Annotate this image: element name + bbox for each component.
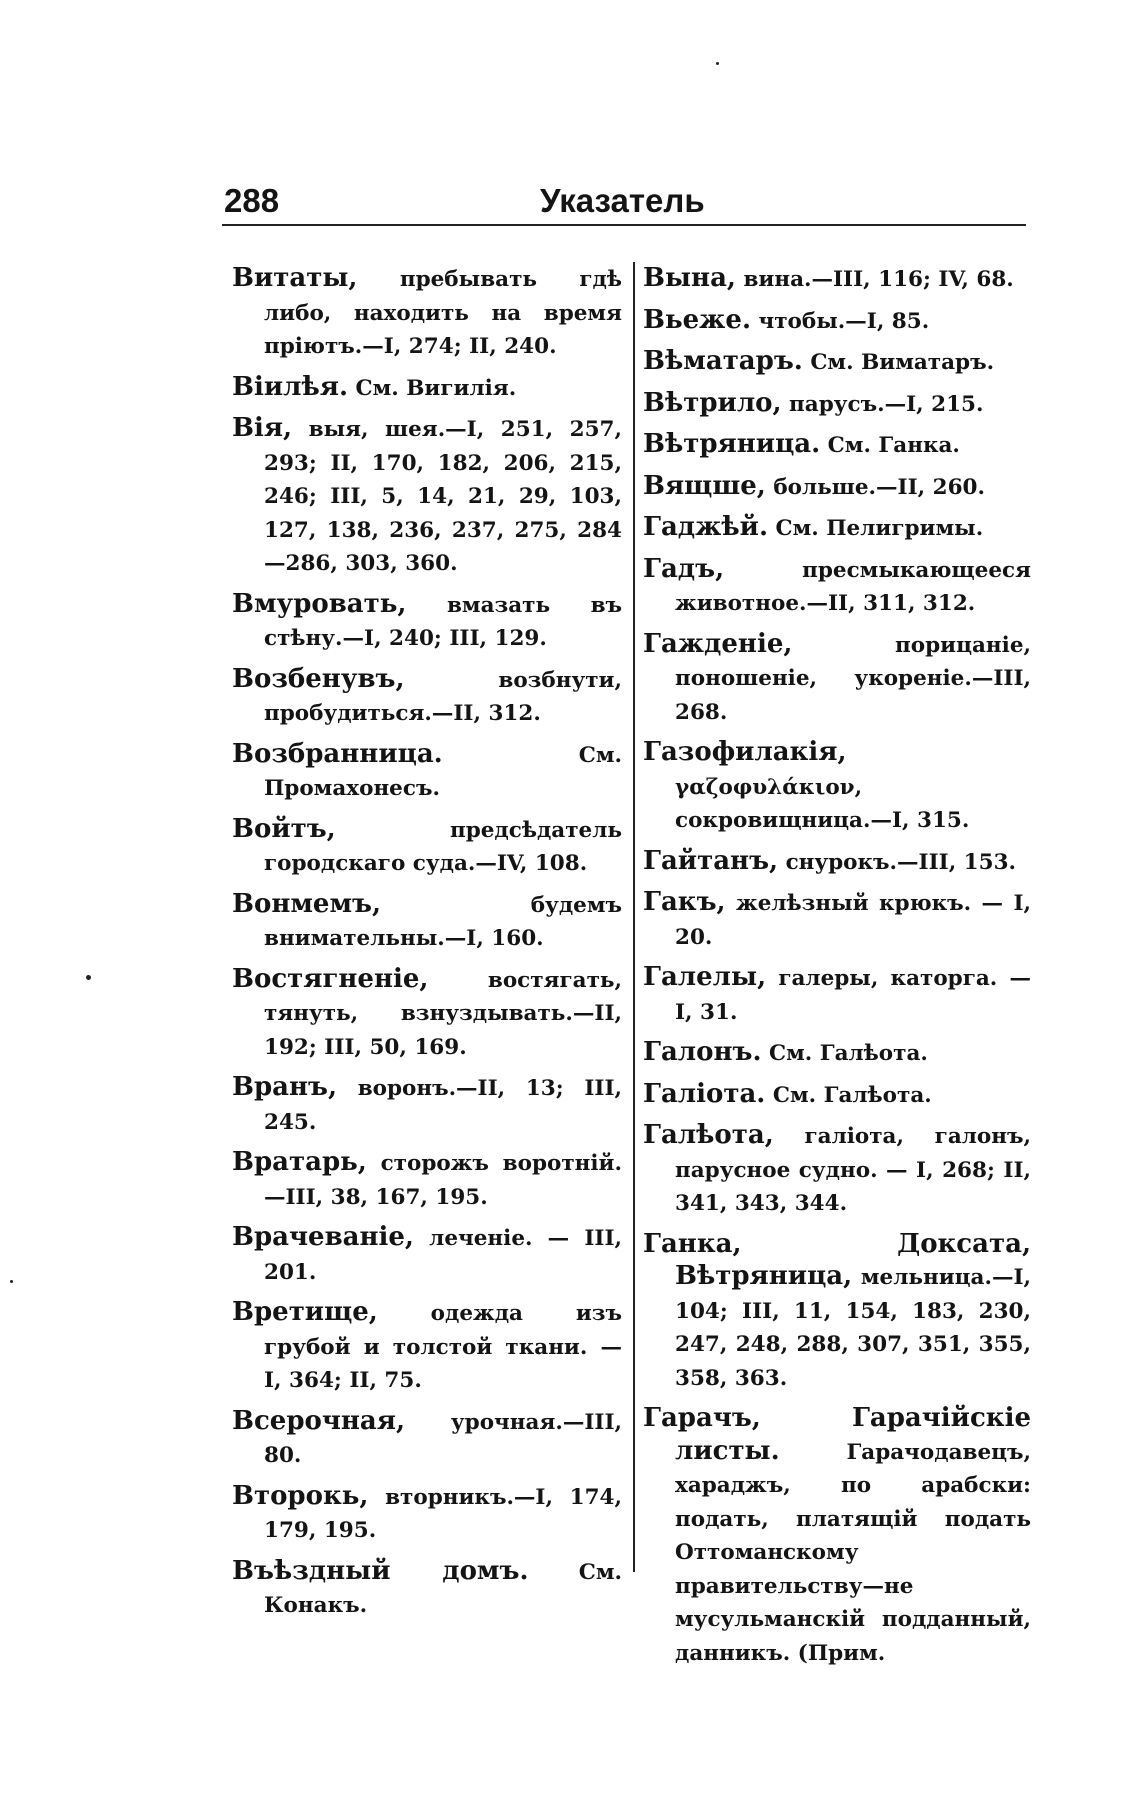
entry-headword: Віилѣя. xyxy=(232,371,349,402)
entry-definition: вина.—III, 116; IV, 68. xyxy=(735,267,1014,292)
index-entry xyxy=(232,1221,622,1288)
index-entry xyxy=(232,813,622,880)
entry-definition: См. Вигилія. xyxy=(348,375,517,401)
entry-definition: чтобы.—I, 85. xyxy=(751,308,930,334)
entry-headword: Войтъ, xyxy=(232,813,336,844)
index-entry xyxy=(232,1071,622,1138)
entry-definition: востягать, тянуть, взнуздывать.—II, 192; III, 50, 169. xyxy=(264,967,622,1060)
entry-headword: Вія, xyxy=(232,413,293,443)
entry-headword: Вящше, xyxy=(643,470,766,501)
entry-definition: Гарачодавецъ, хараджъ, по арабски: подать, платящій подать Оттоманскому правительству—не мусульманскій подданный, данникъ. (Прим. xyxy=(675,1439,1031,1666)
entry-headword: Вмуровать, xyxy=(232,588,407,619)
entry-definition: См. Виматаръ. xyxy=(802,350,995,375)
print-speck xyxy=(86,975,91,980)
column-divider xyxy=(633,262,635,1572)
index-entry xyxy=(643,736,1031,837)
entry-definition: мельница.—I, 104; III, 11, 154, 183, 230, 247, 248, 288, 307, 351, 355, 358, 363. xyxy=(675,1265,1031,1391)
entry-definition: будемъ внимательны.—I, 160. xyxy=(264,892,622,951)
index-entry xyxy=(643,1036,1031,1070)
entry-headword: Вына, xyxy=(643,263,736,293)
entry-headword: Всерочная, xyxy=(232,1405,406,1436)
entry-definition: выя, шея.—I, 251, 257, 293; II, 170, 182, 206, 215, 246; III, 5, 14, 21, 29, 103, 127, 138, 236, 237, 275, 284—286, 303, 360. xyxy=(264,417,622,576)
entry-definition: См. Конакъ. xyxy=(264,1559,622,1618)
entry-headword: Галіота. xyxy=(643,1078,766,1109)
entry-definition: предсѣдатель городскаго суда.—IV, 108. xyxy=(264,817,622,876)
right-column xyxy=(643,262,1031,1677)
entry-headword: Вѣтряница. xyxy=(643,429,821,459)
index-entry xyxy=(232,1405,622,1472)
print-speck xyxy=(10,1280,13,1283)
entry-headword: Гарачъ, Гарачійскіе листы. xyxy=(643,1403,1031,1466)
entry-definition: одежда изъ грубой и толстой ткани. — I, 364; II, 75. xyxy=(264,1301,622,1393)
index-entry xyxy=(232,588,622,655)
running-head: Указатель xyxy=(540,182,705,219)
index-entry xyxy=(643,886,1031,953)
entry-headword: Вонмемъ, xyxy=(232,888,382,919)
entry-definition: возбнути, пробудиться.—II, 312. xyxy=(264,667,622,726)
index-entry xyxy=(643,1119,1031,1220)
entry-headword: Гакъ, xyxy=(643,887,726,917)
entry-definition: γαζοφυλάκιον, сокровищница.—I, 315. xyxy=(675,774,970,833)
index-entry xyxy=(643,553,1031,620)
index-entry xyxy=(232,1296,622,1397)
entry-headword: Второкь, xyxy=(232,1480,369,1511)
entry-headword: Вѣматаръ. xyxy=(643,346,803,376)
index-entry xyxy=(232,738,622,805)
index-entry xyxy=(643,628,1031,729)
entry-definition: пресмыкающееся животное.—II, 311, 312. xyxy=(675,557,1031,616)
index-entry xyxy=(643,961,1031,1028)
entry-headword: Вѣтрило, xyxy=(643,387,782,418)
entry-definition: См. Галѣота. xyxy=(761,1041,928,1066)
print-speck xyxy=(716,62,719,65)
left-column xyxy=(232,262,622,1630)
index-entry xyxy=(232,262,622,363)
entry-headword: Галѣота, xyxy=(643,1120,774,1150)
index-entry xyxy=(643,428,1031,462)
entry-headword: Галелы, xyxy=(643,962,767,992)
entry-headword: Вьеже. xyxy=(643,304,752,335)
entry-headword: Ганка, Доксата, Вѣтряница, xyxy=(643,1228,1031,1291)
index-entry xyxy=(232,1146,622,1213)
index-entry xyxy=(232,1555,622,1622)
index-entry xyxy=(643,470,1031,504)
index-entry xyxy=(643,304,1031,338)
entry-definition: парусъ.—I, 215. xyxy=(781,391,984,417)
index-entry xyxy=(643,1228,1031,1395)
entry-definition: См. Пелигримы. xyxy=(768,516,984,541)
entry-headword: Врачеваніе, xyxy=(232,1222,414,1252)
entry-headword: Гажденіе, xyxy=(643,628,793,659)
entry-definition: галіота, галонъ, парусное судно. — I, 268; II, 341, 343, 344. xyxy=(675,1124,1031,1216)
page-number: 288 xyxy=(224,182,280,219)
entry-headword: Гайтанъ, xyxy=(643,845,779,876)
index-entry xyxy=(643,387,1031,421)
entry-definition: воронъ.—II, 13; III, 245. xyxy=(264,1076,622,1135)
entry-headword: Галонъ. xyxy=(643,1037,762,1067)
entry-definition: См. Промахонесъ. xyxy=(264,742,622,801)
entry-headword: Гаджѣй. xyxy=(643,512,768,542)
entry-definition: порицаніе, поношеніе, укореніе.—III, 268. xyxy=(675,632,1031,725)
index-entry xyxy=(643,345,1031,379)
entry-headword: Витаты, xyxy=(232,263,358,293)
index-entry xyxy=(643,1078,1031,1112)
entry-definition: См. Ганка. xyxy=(820,433,960,458)
entry-headword: Въѣздный домъ. xyxy=(232,1555,529,1586)
index-entry xyxy=(643,1402,1031,1669)
entry-headword: Востягненіе, xyxy=(232,963,429,994)
index-entry xyxy=(643,262,1031,296)
index-entry xyxy=(232,1480,622,1547)
entry-headword: Гадъ, xyxy=(643,553,725,584)
entry-definition: вторникъ.—I, 174, 179, 195. xyxy=(264,1484,622,1543)
header-rule xyxy=(222,224,1026,226)
entry-definition: больше.—II, 260. xyxy=(765,474,985,500)
entry-headword: Возбранница. xyxy=(232,738,443,769)
entry-definition: галеры, каторга. — I, 31. xyxy=(675,966,1031,1025)
entry-definition: вмазать въ стѣну.—I, 240; III, 129. xyxy=(264,592,622,651)
entry-headword: Газофилакія, xyxy=(643,737,847,767)
index-entry xyxy=(232,888,622,955)
entry-headword: Вретище, xyxy=(232,1297,378,1327)
index-entry xyxy=(232,412,622,580)
entry-headword: Вратарь, xyxy=(232,1147,367,1177)
index-entry xyxy=(232,963,622,1064)
entry-definition: урочная.—III, 80. xyxy=(264,1409,622,1468)
entry-headword: Вранъ, xyxy=(232,1072,338,1102)
entry-definition: сторожъ воротній.—III, 38, 167, 195. xyxy=(264,1151,622,1210)
entry-headword: Возбенувъ, xyxy=(232,663,405,694)
entry-definition: леченіе. — III, 201. xyxy=(264,1226,622,1285)
index-entry xyxy=(643,511,1031,545)
index-entry xyxy=(232,371,622,405)
entry-definition: желѣзный крюкъ. — I, 20. xyxy=(675,891,1031,950)
entry-definition: снурокъ.—III, 153. xyxy=(778,849,1017,875)
entry-definition: пребывать гдѣ либо, находить на время пріютъ.—I, 274; II, 240. xyxy=(264,267,622,359)
index-entry xyxy=(643,845,1031,879)
index-entry xyxy=(232,663,622,730)
entry-definition: См. Галѣота. xyxy=(765,1082,932,1108)
